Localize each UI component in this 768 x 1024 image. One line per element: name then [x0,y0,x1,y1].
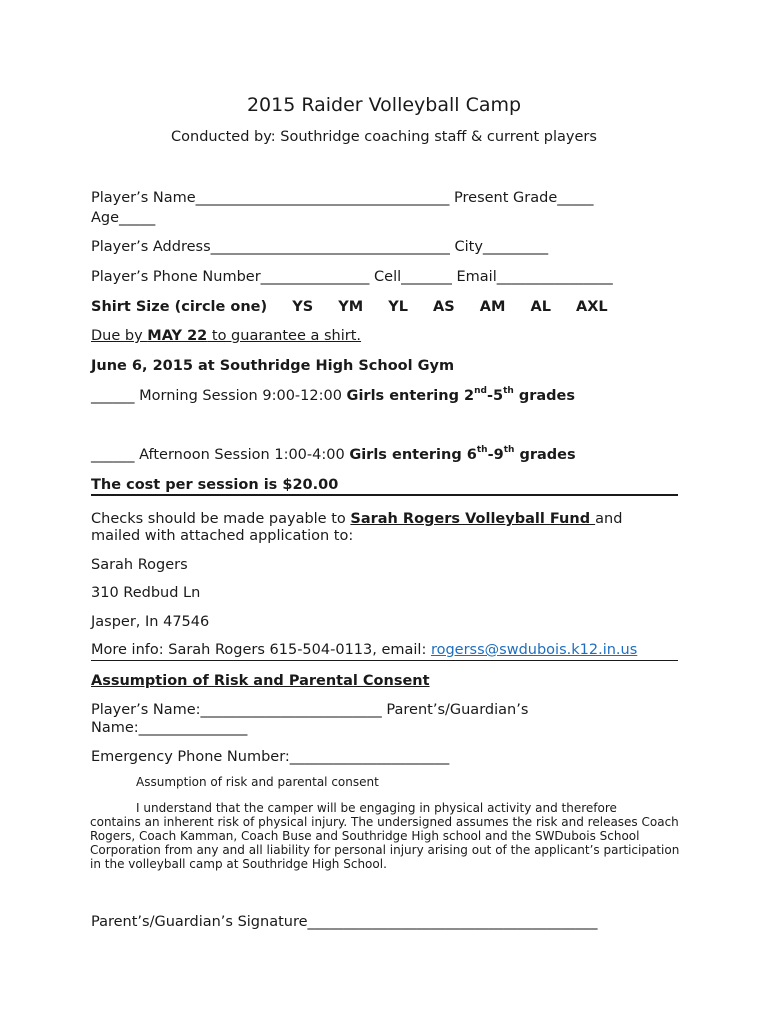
shirt-size-option[interactable]: AM [479,299,506,315]
shirt-due-note: Due by MAY 22 to guarantee a shirt. [91,328,362,344]
phone-cell-email-field[interactable]: Player’s Phone Number_______________ Cell_______ Email________________ [91,269,613,285]
section-divider [91,494,678,496]
guardian-signature-field[interactable]: Parent’s/Guardian’s Signature________________________________________ [91,914,598,930]
afternoon-session-row: ______ Afternoon Session 1:00-4:00 Girls entering 6th-9th grades [91,445,576,463]
shirt-size-option[interactable]: YS [292,299,314,315]
address-city-field[interactable]: Player’s Address_________________________________ City_________ [91,239,549,255]
section-divider [91,660,678,661]
consent-player-guardian-field[interactable]: Player’s Name:_________________________ Parent’s/Guardian’s [91,702,529,718]
shirt-size-option[interactable]: YL [388,299,408,315]
shirt-size-label: Shirt Size (circle one) [91,299,268,315]
page-title: 2015 Raider Volleyball Camp [246,94,522,116]
consent-heading: Assumption of Risk and Parental Consent [91,673,430,689]
event-date-location: June 6, 2015 at Southridge High School Gym [91,358,455,374]
consent-small-heading: Assumption of risk and parental consent [136,775,379,789]
mailed-with-line: mailed with attached application to: [91,528,354,544]
consent-paragraph-first: I understand that the camper will be engaging in physical activity and therefore [136,801,617,815]
shirt-size-option[interactable]: AL [530,299,551,315]
mail-street: 310 Redbud Ln [91,585,201,601]
cost-line: The cost per session is $20.00 [91,477,339,493]
morning-session-checkbox-line[interactable]: ______ [91,388,135,404]
emergency-phone-field[interactable]: Emergency Phone Number:______________________ [91,749,450,765]
age-field[interactable]: Age_____ [91,210,156,226]
fund-name: Sarah Rogers Volleyball Fund [350,511,596,527]
player-name-grade-field[interactable]: Player’s Name___________________________________ Present Grade_____ [91,190,594,206]
checks-payable-line: Checks should be made payable to Sarah Rogers Volleyball Fund and [91,511,623,527]
morning-grades: Girls entering 2nd-5th grades [346,386,576,404]
afternoon-grades: Girls entering 6th-9th grades [349,445,576,463]
mail-city: Jasper, In 47546 [91,614,210,630]
contact-email-link[interactable]: rogerss@swdubois.k12.in.us [430,642,638,658]
consent-paragraph: contains an inherent risk of physical injury. The undersigned assumes the risk and releases Coach Rogers, Coach Kamman, Coach Buse and Southridge High school and the SWDubois School Corporation from any and all liability for personal injury arising out of the applicant’s participation in the volleyball camp at Southridge High School. [90,815,680,871]
mail-recipient-name: Sarah Rogers [91,557,188,573]
morning-session-row: ______ Morning Session 9:00-12:00 Girls entering 2nd-5th grades [91,386,576,404]
shirt-size-row [91,298,608,316]
shirt-size-option[interactable]: AS [433,299,455,315]
page-subtitle: Conducted by: Southridge coaching staff & current players [171,129,597,145]
due-date: MAY 22 [147,328,208,344]
guardian-name-field[interactable]: Name:_______________ [91,720,248,736]
shirt-size-option[interactable]: YM [338,299,364,315]
more-info-line: More info: Sarah Rogers 615-504-0113, email: rogerss@swdubois.k12.in.us [91,642,638,658]
afternoon-session-checkbox-line[interactable]: ______ [91,447,135,463]
shirt-size-option[interactable]: AXL [576,299,608,315]
